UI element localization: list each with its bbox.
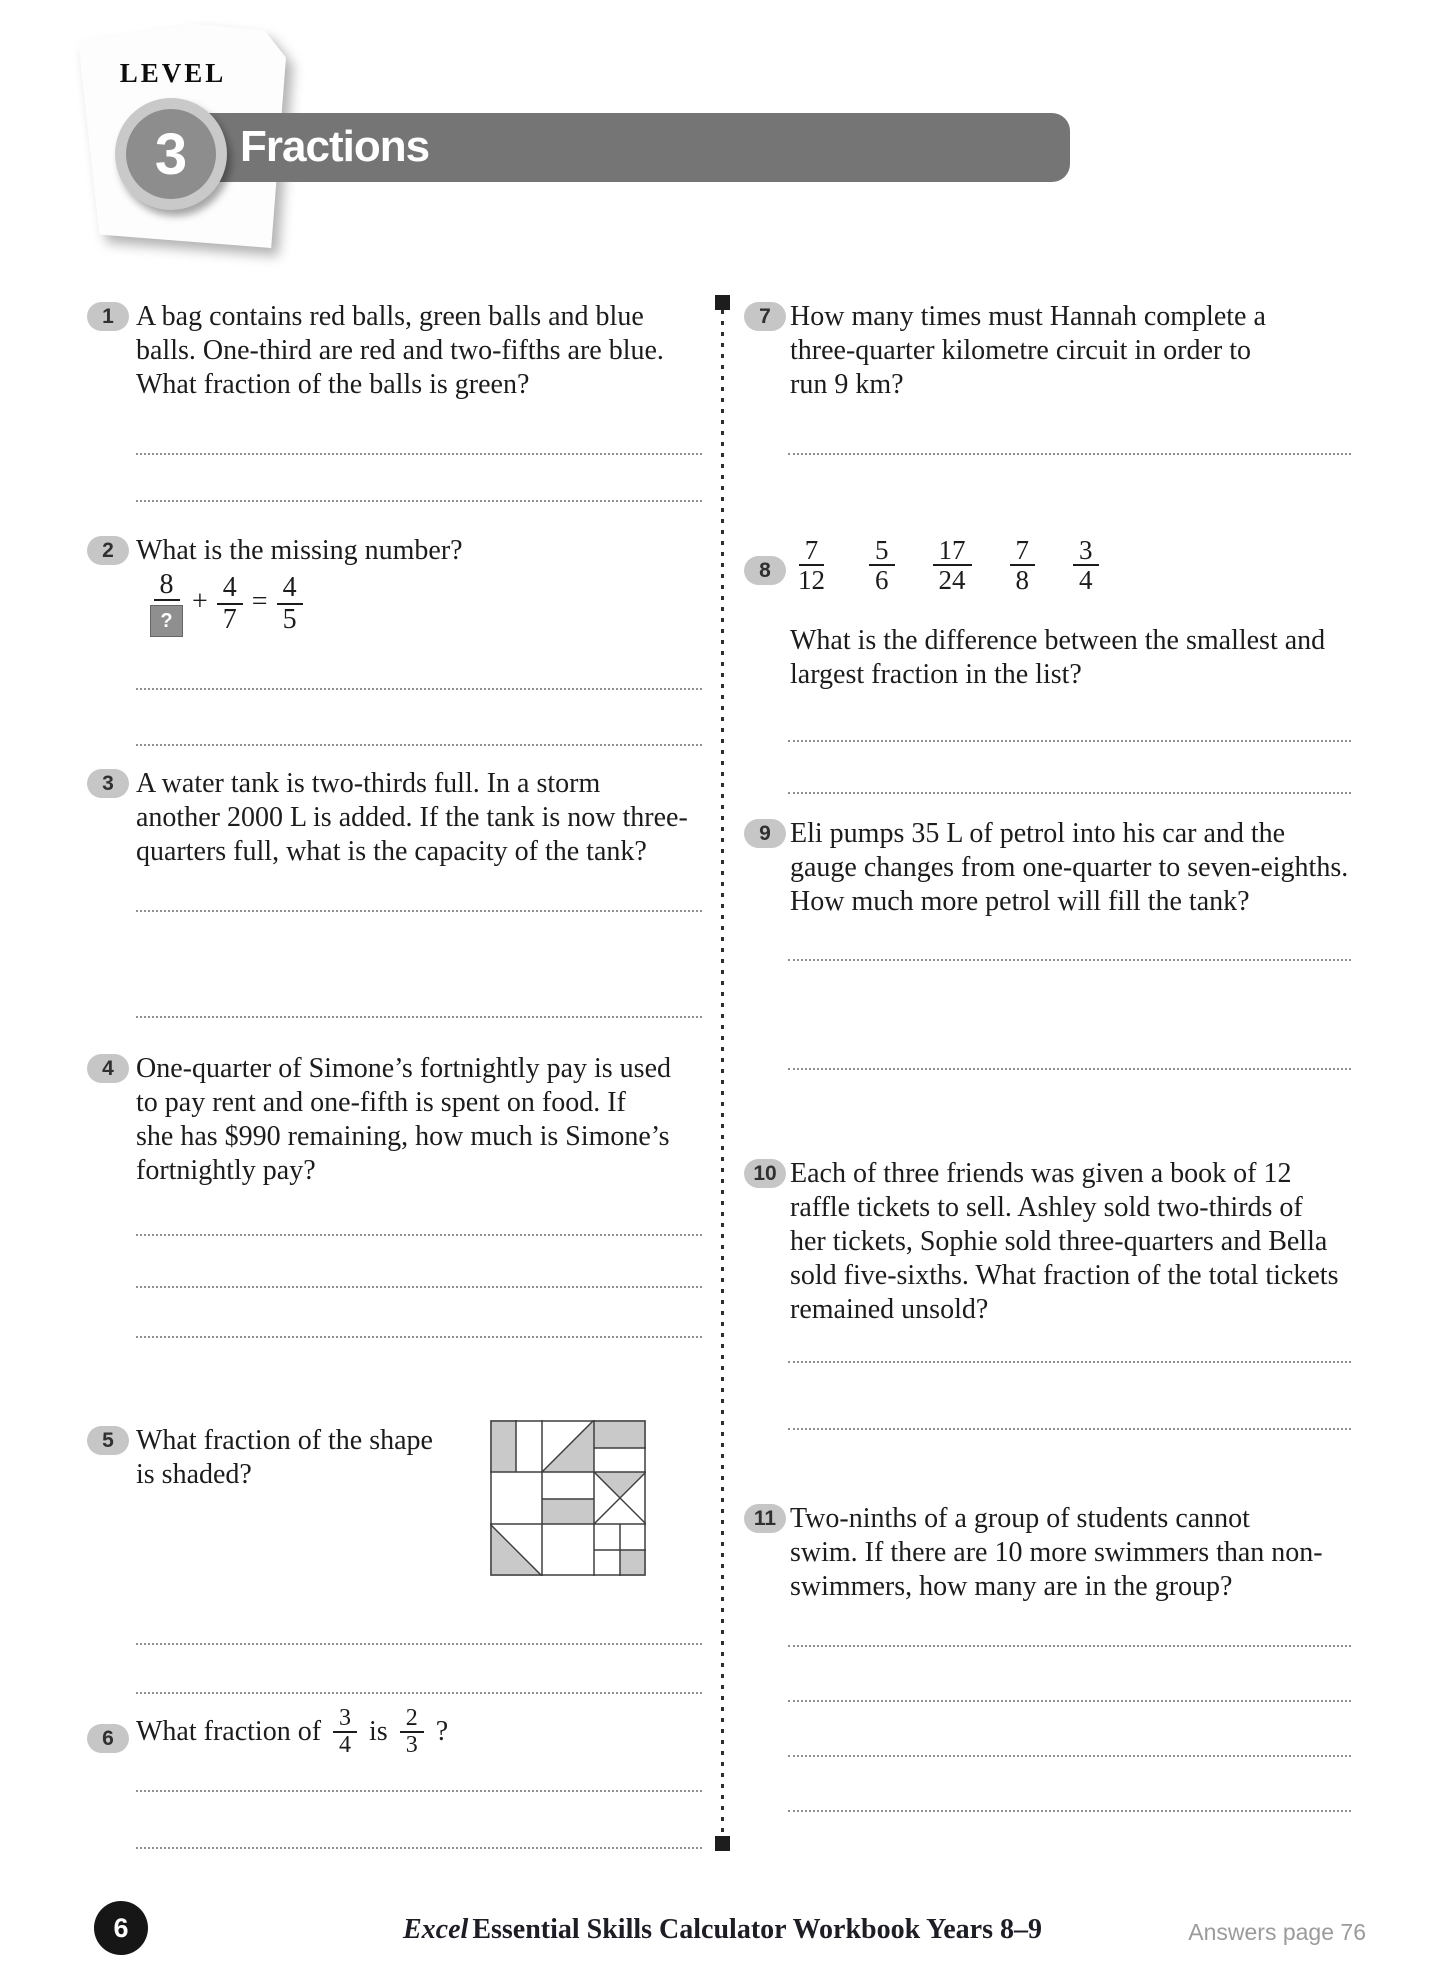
- answer-line: [136, 910, 702, 912]
- answer-line: [788, 453, 1351, 455]
- fraction: $\frac{4}{7}$: [217, 573, 243, 634]
- question-text: How many times must Hannah complete a three-quarter kilometre circuit in order to run 9 km?: [790, 301, 1266, 400]
- answer-line: [788, 1645, 1351, 1647]
- question-number-badge: 2: [87, 536, 129, 565]
- question-number-badge: 3: [87, 769, 129, 798]
- answer-line: [136, 1643, 702, 1645]
- answer-line: [788, 1755, 1351, 1757]
- answer-line: [788, 1068, 1351, 1070]
- question-number-badge: 10: [744, 1159, 786, 1188]
- inline-fraction-question: [136, 1706, 448, 1758]
- question-number-badge: 11: [744, 1504, 786, 1533]
- answers-reference: Answers page 76: [1188, 1919, 1366, 1945]
- question-text: A water tank is two-thirds full. In a storm another 2000 L is added. If the tank is now three- quarters full, what is the capacity of the tank?: [136, 768, 688, 867]
- question-text: A bag contains red balls, green balls and blue balls. One-third are red and two-fifths are blue. What fraction of the balls is green?: [136, 301, 664, 400]
- missing-number-box: ?: [150, 605, 183, 637]
- plus-operator: +: [192, 585, 208, 617]
- answer-line: [136, 1790, 702, 1792]
- answer-line: [136, 1016, 702, 1018]
- equals-operator: =: [251, 585, 268, 617]
- fraction: $\frac{8}{?}$: [150, 570, 183, 637]
- question-text: What is the difference between the smallest and largest fraction in the list?: [790, 625, 1326, 690]
- question-number-badge: 7: [744, 302, 786, 331]
- answer-line: [136, 453, 702, 455]
- question-number-badge: 9: [744, 819, 786, 848]
- fraction: $\frac{7}{12}$: [798, 535, 825, 596]
- shaded-shape-diagram: [490, 1420, 646, 1581]
- answer-line: [136, 500, 702, 502]
- fraction: $\frac{2}{3}$: [400, 1706, 424, 1758]
- question-text: What fraction of the shape is shaded?: [136, 1425, 433, 1490]
- book-title-rest: Essential Skills Calculator Workbook Years 8–9: [472, 1914, 1042, 1945]
- answer-line: [788, 1428, 1351, 1430]
- answer-line: [788, 792, 1351, 794]
- question-text: is: [369, 1716, 388, 1748]
- question-number-badge: 6: [87, 1724, 129, 1753]
- level-number: 3: [126, 109, 216, 199]
- answer-line: [136, 688, 702, 690]
- level-number-circle: [115, 98, 227, 210]
- question-number-badge: 1: [87, 302, 129, 331]
- question-number-badge: 4: [87, 1054, 129, 1083]
- fraction: $\frac{4}{5}$: [277, 573, 303, 634]
- question-number-badge: 8: [744, 556, 786, 585]
- column-divider: [721, 310, 724, 1836]
- page-number-badge: 6: [94, 1901, 148, 1955]
- question-mark: ?: [435, 1716, 449, 1748]
- answer-line: [788, 1700, 1351, 1702]
- fraction: $\frac{17}{24}$: [933, 536, 972, 595]
- question-text: Eli pumps 35 L of petrol into his car and the gauge changes from one-quarter to seven-eighths. How much more petrol will fill the tank?: [790, 818, 1349, 917]
- question-text: What fraction of: [136, 1716, 322, 1748]
- answer-line: [788, 740, 1351, 742]
- fraction: $\frac{5}{6}$: [869, 536, 895, 595]
- fraction: $\frac{3}{4}$: [333, 1706, 357, 1758]
- fraction: $\frac{7}{8}$: [1010, 536, 1036, 595]
- answer-line: [136, 744, 702, 746]
- answer-line: [136, 1234, 702, 1236]
- question-number-badge: 5: [87, 1426, 129, 1455]
- answer-line: [788, 959, 1351, 961]
- question-text: Each of three friends was given a book of 12 raffle tickets to sell. Ashley sold two-thirds of her tickets, Sophie sold three-quarters and Bella sold five-sixths. What fraction of the total tickets remained unsold?: [790, 1158, 1339, 1325]
- question-text: Two-ninths of a group of students cannot swim. If there are 10 more swimmers than non- swimmers, how many are in the group?: [790, 1503, 1323, 1602]
- answer-line: [136, 1286, 702, 1288]
- fraction-list: [792, 536, 1099, 595]
- answer-line: [788, 1810, 1351, 1812]
- level-label: LEVEL: [119, 58, 227, 88]
- fraction-equation: [150, 570, 303, 637]
- answer-line: [136, 1692, 702, 1694]
- book-title-emphasis: Excel: [403, 1914, 469, 1945]
- divider-cap-bottom: [715, 1836, 730, 1851]
- answer-line: [788, 1361, 1351, 1363]
- question-text: One-quarter of Simone’s fortnightly pay is used to pay rent and one-fifth is spent on food. If she has $990 remaining, how much is Simone’s fortnightly pay?: [136, 1053, 672, 1186]
- page-title: Fractions: [240, 122, 430, 171]
- question-text: What is the missing number?: [136, 535, 463, 566]
- answer-line: [136, 1847, 702, 1849]
- fraction: $\frac{3}{4}$: [1073, 536, 1099, 595]
- answer-line: [136, 1336, 702, 1338]
